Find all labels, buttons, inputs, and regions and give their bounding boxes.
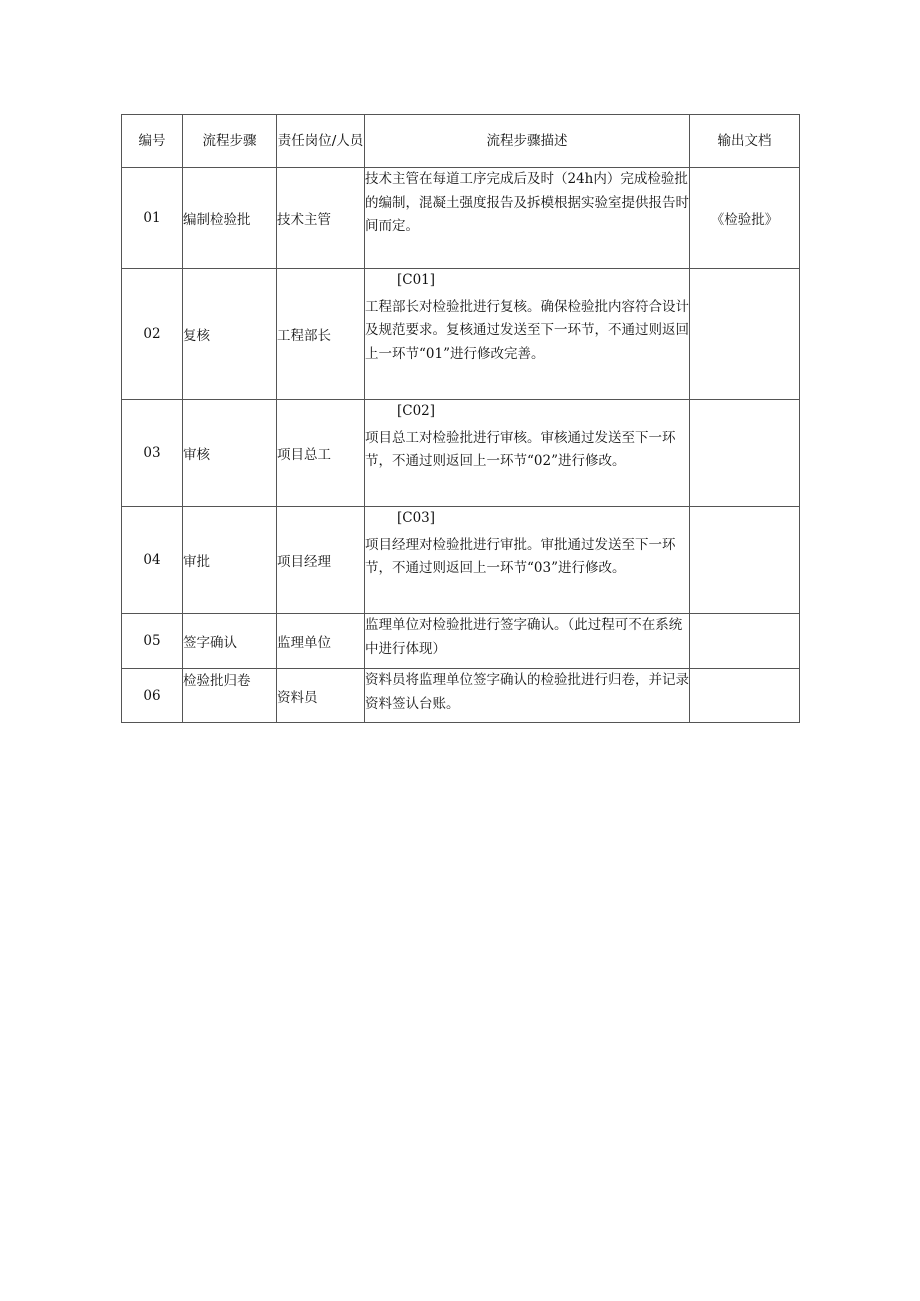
row-desc-cell bbox=[365, 507, 690, 614]
row-no: 03 bbox=[122, 400, 183, 507]
row-output bbox=[690, 507, 800, 614]
row-desc-cell bbox=[365, 269, 690, 400]
header-step: 流程步骤 bbox=[183, 115, 277, 168]
row-step: 审核 bbox=[183, 400, 277, 507]
table-header-row bbox=[122, 115, 800, 168]
table-row bbox=[122, 400, 800, 507]
row-role: 技术主管 bbox=[277, 168, 365, 269]
row-code: [C03] bbox=[397, 510, 436, 526]
process-table bbox=[121, 114, 800, 723]
row-role: 项目经理 bbox=[277, 507, 365, 614]
header-output: 输出文档 bbox=[690, 115, 800, 168]
row-desc: 项目总工对检验批进行审核。审核通过发送至下一环节，不通过则返回上一环节“02”进行修改。 bbox=[365, 429, 676, 469]
row-desc-cell bbox=[365, 669, 690, 723]
row-step: 复核 bbox=[183, 269, 277, 400]
row-step: 检验批归卷 bbox=[183, 669, 277, 723]
row-desc-cell bbox=[365, 614, 690, 669]
row-step: 编制检验批 bbox=[183, 168, 277, 269]
row-step: 签字确认 bbox=[183, 614, 277, 669]
table-row bbox=[122, 669, 800, 723]
header-no: 编号 bbox=[122, 115, 183, 168]
row-no: 01 bbox=[122, 168, 183, 269]
row-desc: 工程部长对检验批进行复核。确保检验批内容符合设计及规范要求。复核通过发送至下一环节，不通过则返回上一环节“01”进行修改完善。 bbox=[365, 298, 689, 362]
row-no: 02 bbox=[122, 269, 183, 400]
row-step: 审批 bbox=[183, 507, 277, 614]
header-role: 责任岗位/人员 bbox=[277, 115, 365, 168]
table-row bbox=[122, 168, 800, 269]
row-role: 工程部长 bbox=[277, 269, 365, 400]
row-desc: 项目经理对检验批进行审批。审批通过发送至下一环节，不通过则返回上一环节“03”进行修改。 bbox=[365, 536, 676, 576]
row-output: 《检验批》 bbox=[690, 168, 800, 269]
row-role: 项目总工 bbox=[277, 400, 365, 507]
row-code: [C02] bbox=[397, 403, 436, 419]
row-desc: 监理单位对检验批进行签字确认。（此过程可不在系统中进行体现） bbox=[365, 617, 683, 657]
row-role: 资料员 bbox=[277, 669, 365, 723]
table-row bbox=[122, 507, 800, 614]
row-desc-cell bbox=[365, 400, 690, 507]
row-desc: 资料员将监理单位签字确认的检验批进行归卷，并记录资料签认台账。 bbox=[365, 672, 689, 712]
row-role: 监理单位 bbox=[277, 614, 365, 669]
row-output bbox=[690, 614, 800, 669]
row-no: 05 bbox=[122, 614, 183, 669]
table-row bbox=[122, 269, 800, 400]
row-output bbox=[690, 269, 800, 400]
row-desc-cell bbox=[365, 168, 690, 269]
row-no: 06 bbox=[122, 669, 183, 723]
row-no: 04 bbox=[122, 507, 183, 614]
row-code: [C01] bbox=[397, 272, 436, 288]
row-desc: 技术主管在每道工序完成后及时（24h内）完成检验批的编制，混凝土强度报告及拆模根据实验室提供报告时间而定。 bbox=[365, 171, 689, 234]
header-desc: 流程步骤描述 bbox=[365, 115, 690, 168]
table-row bbox=[122, 614, 800, 669]
row-output bbox=[690, 669, 800, 723]
row-output bbox=[690, 400, 800, 507]
